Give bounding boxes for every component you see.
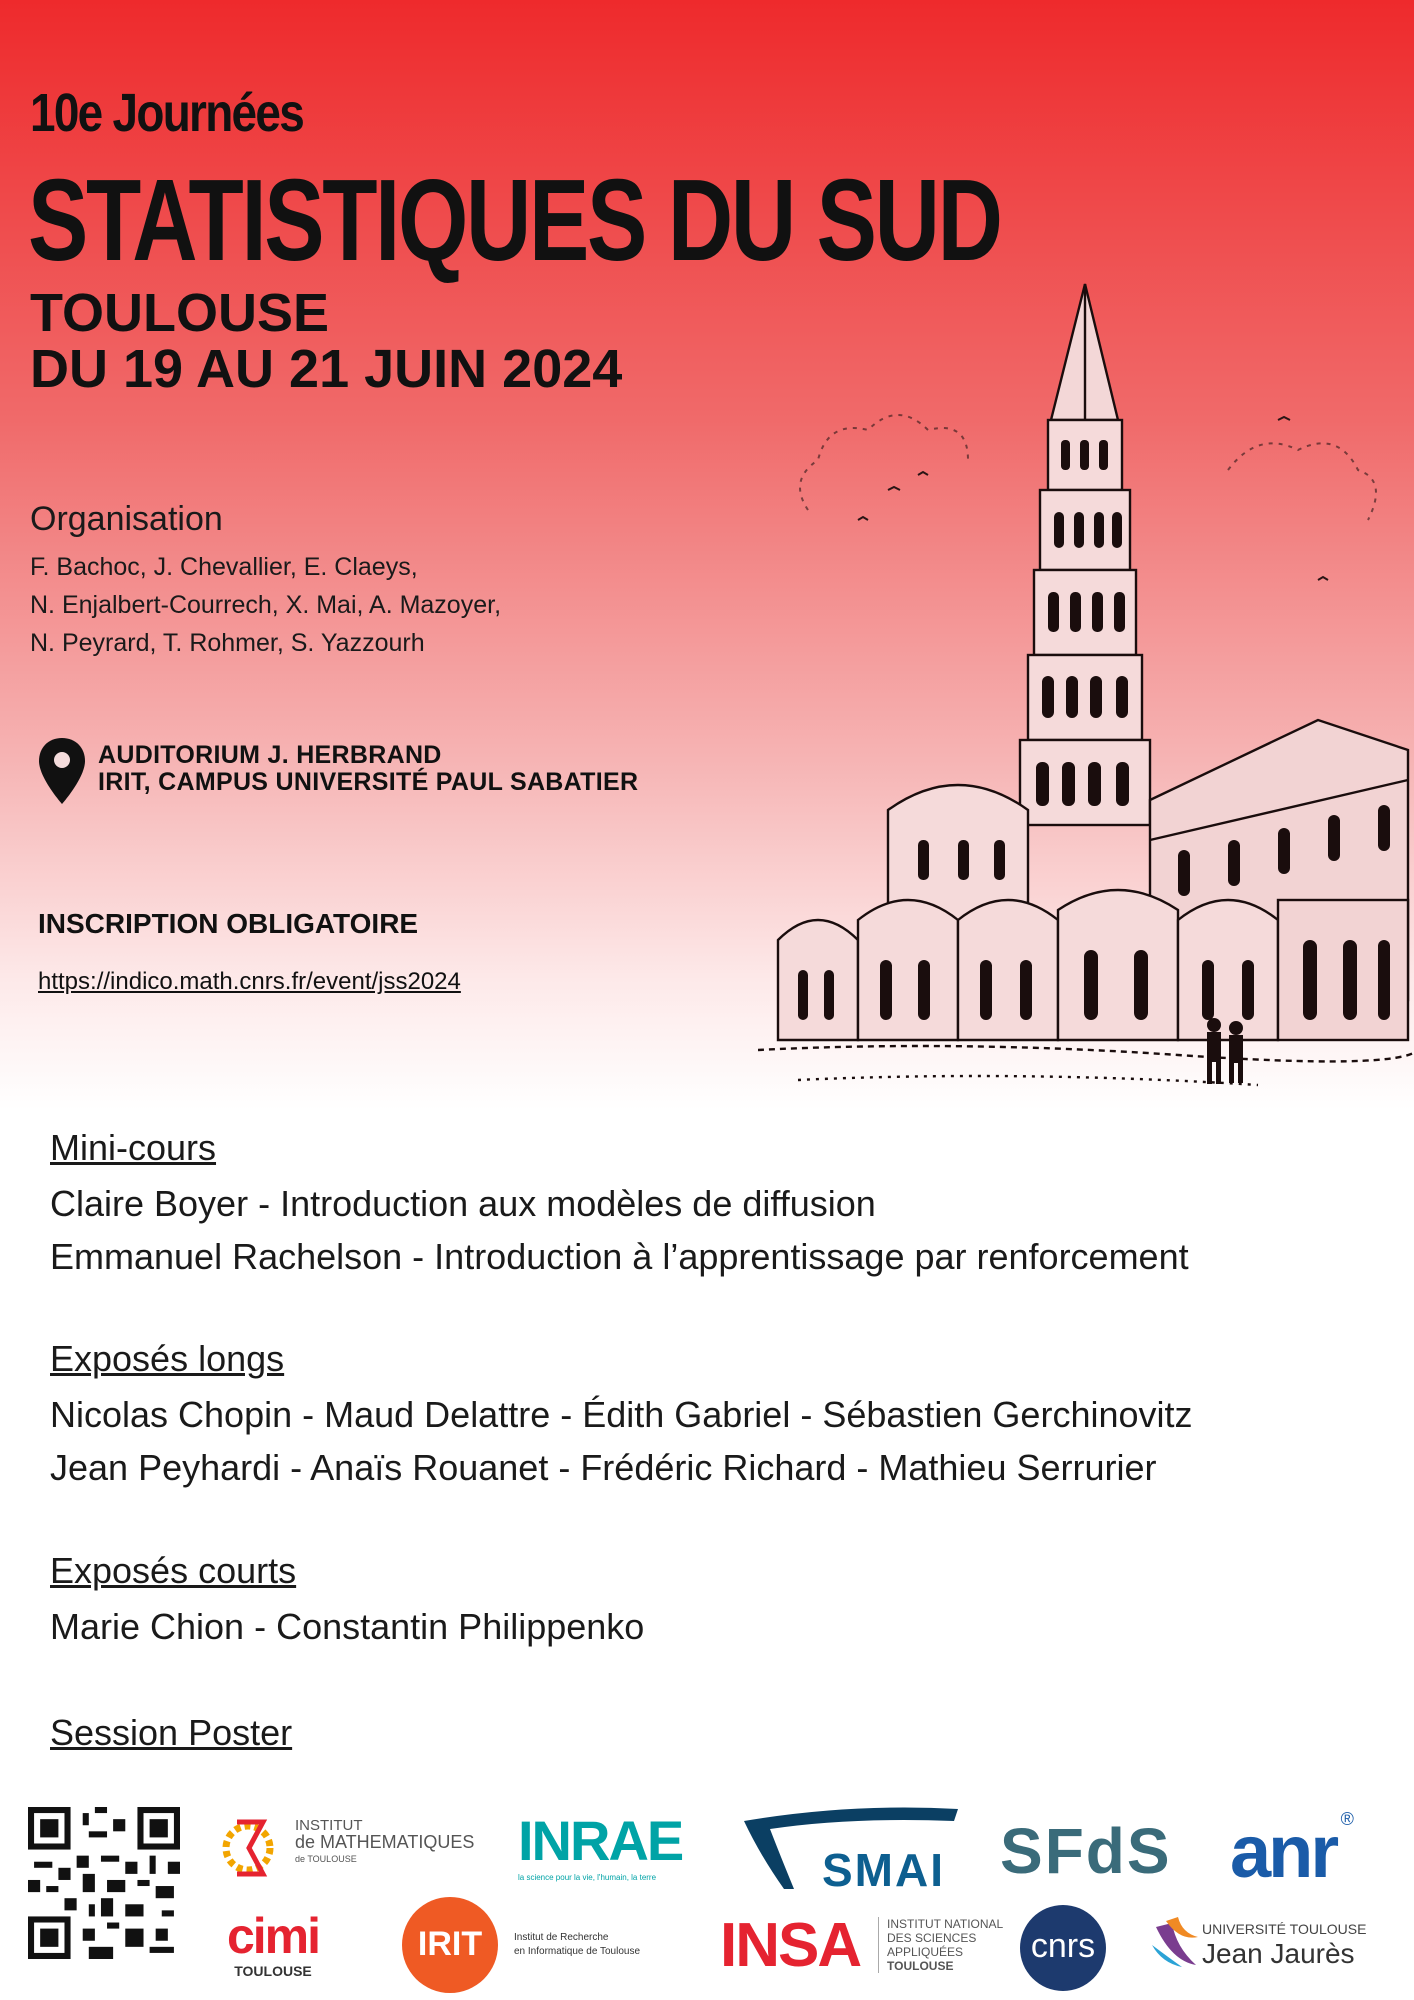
event-dates: DU 19 AU 21 JUIN 2024	[30, 339, 623, 399]
partner-logos	[0, 1795, 1414, 2000]
organisation-names	[30, 548, 501, 662]
exposes-longs-item: Nicolas Chopin - Maud Delattre - Édith Gabriel - Sébastien Gerchinovitz	[50, 1394, 1193, 1435]
registered-icon: ®	[1340, 1809, 1354, 1829]
venue-address	[98, 742, 638, 796]
insa-name: INSA	[720, 1911, 861, 1980]
cimi-logo	[208, 1908, 338, 1979]
session-poster-section	[50, 1710, 292, 1762]
organisers-line: N. Peyrard, T. Rohmer, S. Yazzourh	[30, 629, 425, 657]
irit-line-1: Institut de Recherche	[514, 1932, 609, 1943]
smai-name: SMAI	[822, 1844, 945, 1896]
exposes-longs-section	[50, 1336, 1193, 1494]
ut2j-emblem-icon	[1152, 1917, 1200, 1969]
registration-link[interactable]: https://indico.math.cnrs.fr/event/jss2024	[38, 968, 461, 995]
irit-line-2: en Informatique de Toulouse	[514, 1946, 641, 1957]
insa-line-3: APPLIQUÉES	[887, 1945, 964, 1959]
exposes-longs-heading: Exposés longs	[50, 1338, 285, 1379]
insa-line-2: DES SCIENCES	[887, 1931, 977, 1945]
inrae-tagline: la science pour la vie, l'humain, la terre	[518, 1873, 657, 1882]
edition-label: 10e Journées	[30, 83, 304, 143]
insa-line-4: TOULOUSE	[887, 1959, 954, 1973]
ut2j-line-1: UNIVERSITÉ TOULOUSE	[1202, 1921, 1367, 1937]
cimi-name: cimi	[226, 1908, 320, 1964]
anr-name: anr	[1230, 1810, 1337, 1893]
location-pin-icon	[36, 736, 88, 806]
basilica-illustration	[758, 280, 1414, 1110]
session-poster-heading: Session Poster	[50, 1712, 293, 1753]
mini-cours-heading: Mini-cours	[50, 1127, 217, 1168]
venue-line-1: AUDITORIUM J. HERBRAND	[98, 741, 442, 769]
smai-logo	[740, 1805, 960, 1895]
exposes-courts-item: Marie Chion - Constantin Philippenko	[50, 1606, 645, 1647]
cnrs-logo	[1020, 1905, 1106, 1991]
poster-title: STATISTIQUES DU SUD	[28, 155, 1001, 285]
imt-line-1: INSTITUT	[295, 1817, 363, 1834]
irit-name: IRIT	[417, 1925, 483, 1963]
venue-line-2: IRIT, CAMPUS UNIVERSITÉ PAUL SABATIER	[98, 768, 639, 796]
organisation-heading: Organisation	[30, 500, 223, 538]
sfds-logo: SFdS	[1000, 1815, 1172, 1887]
organisers-line: F. Bachoc, J. Chevallier, E. Claeys,	[30, 553, 418, 581]
cnrs-name: cnrs	[1030, 1927, 1096, 1965]
city: TOULOUSE	[30, 283, 330, 343]
organisers-line: N. Enjalbert-Courrech, X. Mai, A. Mazoyer,	[30, 591, 502, 619]
anr-logo	[1230, 1809, 1354, 1894]
exposes-longs-item: Jean Peyhardi - Anaïs Rouanet - Frédéric Richard - Mathieu Serrurier	[50, 1447, 1157, 1488]
cimi-sub: TOULOUSE	[234, 1963, 312, 1979]
imt-logo	[215, 1810, 475, 1890]
imt-line-3: de TOULOUSE	[295, 1854, 357, 1864]
mini-cours-item: Emmanuel Rachelson - Introduction à l’apprentissage par renforcement	[50, 1236, 1189, 1277]
registration-heading: INSCRIPTION OBLIGATOIRE	[38, 908, 419, 939]
qr-code-icon[interactable]	[28, 1807, 180, 1959]
exposes-courts-heading: Exposés courts	[50, 1550, 297, 1591]
inrae-logo	[518, 1809, 683, 1882]
mini-cours-item: Claire Boyer - Introduction aux modèles de diffusion	[50, 1183, 876, 1224]
ut2j-line-2: Jean Jaurès	[1202, 1938, 1355, 1969]
exposes-courts-section	[50, 1548, 644, 1653]
imt-line-2: de MATHEMATIQUES	[295, 1832, 475, 1852]
mini-cours-section	[50, 1125, 1189, 1283]
imt-emblem-icon	[215, 1810, 285, 1885]
inrae-name: INRAE	[518, 1809, 683, 1872]
insa-line-1: INSTITUT NATIONAL	[887, 1917, 1004, 1931]
